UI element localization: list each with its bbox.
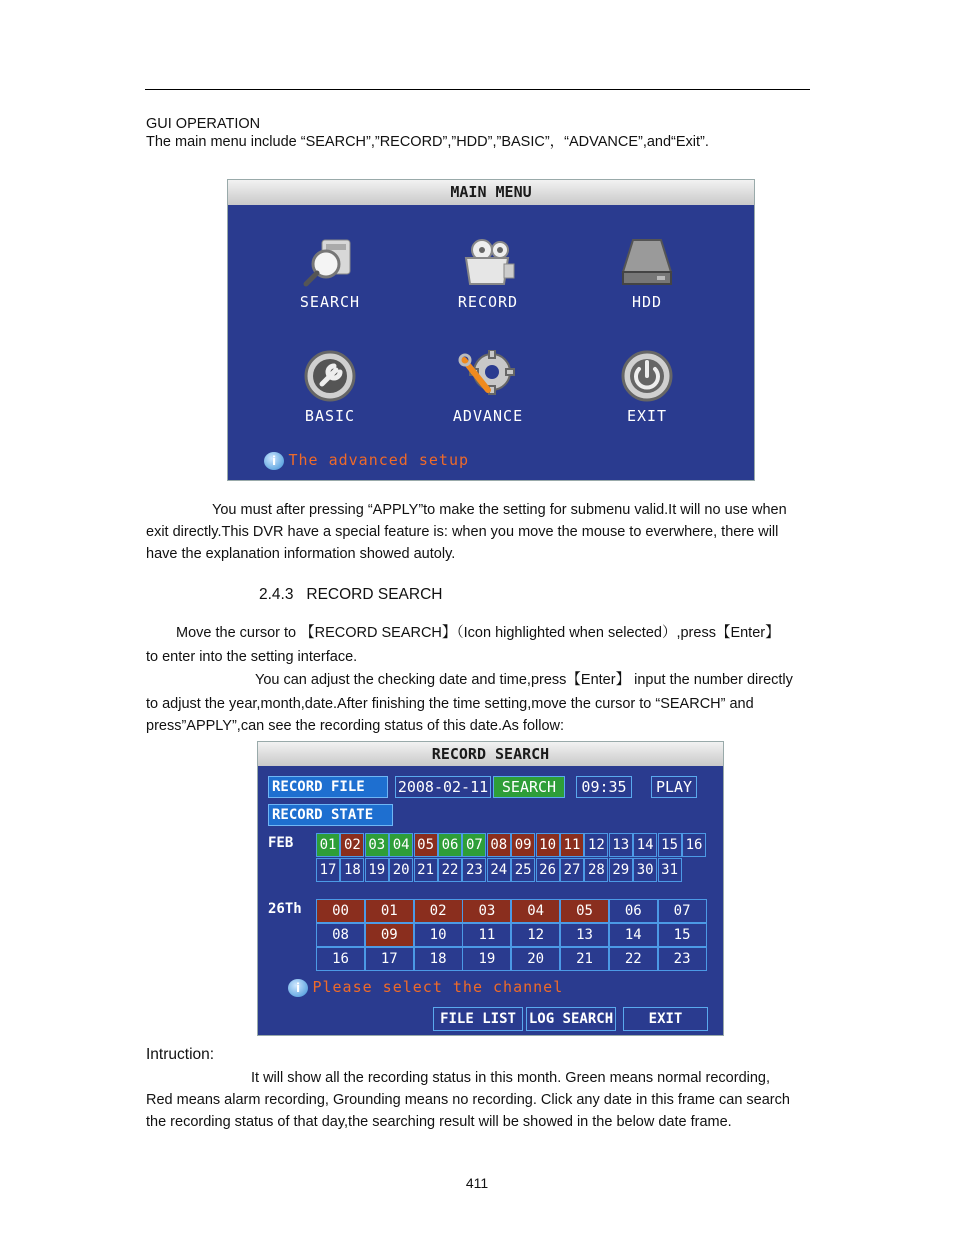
record-search-hint (288, 978, 563, 997)
info-icon: i (264, 452, 284, 470)
calendar-day-12[interactable]: 12 (584, 833, 608, 857)
instruction-line2: Red means alarm recording, Grounding means no recording. Click any date in this frame can search (146, 1092, 790, 1108)
hour-cell-18[interactable]: 18 (414, 947, 463, 971)
hour-cell-20[interactable]: 20 (511, 947, 560, 971)
calendar-day-01[interactable]: 01 (316, 833, 340, 857)
calendar-day-06[interactable]: 06 (438, 833, 462, 857)
hour-cell-06[interactable]: 06 (609, 899, 658, 923)
menu-label-hdd: HDD (631, 293, 663, 311)
menu-label-search: SEARCH (299, 293, 361, 311)
main-menu-title: MAIN MENU (228, 180, 754, 205)
calendar-day-03[interactable]: 03 (365, 833, 389, 857)
menu-item-hdd[interactable] (587, 236, 707, 312)
hour-cell-03[interactable]: 03 (462, 899, 511, 923)
instruction-heading: Intruction: (146, 1046, 215, 1063)
time-field[interactable]: 09:35 (576, 776, 632, 798)
calendar-day-21[interactable]: 21 (414, 858, 438, 882)
para2-line2: to enter into the setting interface. (146, 649, 358, 665)
menu-item-exit[interactable] (587, 350, 707, 426)
main-menu-hint-text: The advanced setup (288, 451, 470, 469)
calendar-day-18[interactable]: 18 (340, 858, 364, 882)
hour-cell-05[interactable]: 05 (560, 899, 609, 923)
hour-cell-16[interactable]: 16 (316, 947, 365, 971)
calendar-day-30[interactable]: 30 (633, 858, 657, 882)
para2-line1: Move the cursor to 【RECORD SEARCH】（Icon highlighted when selected）,press【Enter】 (176, 625, 780, 641)
hour-cell-23[interactable]: 23 (658, 947, 707, 971)
record-state-label: RECORD STATE (268, 804, 393, 826)
calendar-day-09[interactable]: 09 (511, 833, 535, 857)
calendar-day-05[interactable]: 05 (414, 833, 438, 857)
calendar-day-26[interactable]: 26 (536, 858, 560, 882)
calendar-day-04[interactable]: 04 (389, 833, 413, 857)
calendar-day-28[interactable]: 28 (584, 858, 608, 882)
hour-cell-17[interactable]: 17 (365, 947, 414, 971)
instruction-line1: It will show all the recording status in this month. Green means normal recording, (251, 1070, 771, 1086)
hour-cell-13[interactable]: 13 (560, 923, 609, 947)
calendar-day-22[interactable]: 22 (438, 858, 462, 882)
file-list-button[interactable]: FILE LIST (433, 1007, 523, 1031)
para1-line2: exit directly.This DVR have a special feature is: when you move the mouse to everwhere, there will (146, 524, 779, 540)
info-icon: i (288, 979, 308, 997)
para3-line3: press”APPLY”,can see the recording status of this date.As follow: (146, 718, 565, 734)
gui-operation-heading: GUI OPERATION (146, 116, 261, 132)
record-file-label: RECORD FILE (268, 776, 388, 798)
hour-cell-07[interactable]: 07 (658, 899, 707, 923)
para1-line3: have the explanation information showed autoly. (146, 546, 456, 562)
exit-button[interactable]: EXIT (623, 1007, 708, 1031)
calendar-day-19[interactable]: 19 (365, 858, 389, 882)
calendar-day-07[interactable]: 07 (462, 833, 486, 857)
menu-label-record: RECORD (457, 293, 519, 311)
month-label: FEB (268, 835, 294, 851)
search-button[interactable]: SEARCH (493, 776, 565, 798)
calendar-day-24[interactable]: 24 (487, 858, 511, 882)
hour-cell-08[interactable]: 08 (316, 923, 365, 947)
header-rule (145, 89, 810, 90)
main-menu-hint (264, 451, 469, 470)
record-search-hint-text: Please select the channel (312, 978, 564, 996)
hour-cell-02[interactable]: 02 (414, 899, 463, 923)
calendar-day-14[interactable]: 14 (633, 833, 657, 857)
calendar-day-13[interactable]: 13 (609, 833, 633, 857)
search-icon (300, 236, 360, 288)
exit-icon (617, 350, 677, 402)
hour-cell-00[interactable]: 00 (316, 899, 365, 923)
main-menu-screenshot (227, 179, 755, 481)
section-heading: 2.4.3 RECORD SEARCH (259, 586, 443, 603)
date-field[interactable]: 2008-02-11 (395, 776, 491, 798)
calendar-day-02[interactable]: 02 (340, 833, 364, 857)
hour-cell-09[interactable]: 09 (365, 923, 414, 947)
calendar-day-27[interactable]: 27 (560, 858, 584, 882)
menu-item-advance[interactable] (428, 350, 548, 426)
hour-cell-14[interactable]: 14 (609, 923, 658, 947)
calendar-day-25[interactable]: 25 (511, 858, 535, 882)
record-icon (458, 236, 518, 288)
play-button[interactable]: PLAY (651, 776, 697, 798)
menu-item-search[interactable] (270, 236, 390, 312)
instruction-line3: the recording status of that day,the searching result will be showed in the below date frame. (146, 1114, 732, 1130)
hour-cell-01[interactable]: 01 (365, 899, 414, 923)
intro-text: The main menu include “SEARCH”,”RECORD”,”HDD”,”BASIC”，“ADVANCE”,and“Exit”. (146, 134, 709, 150)
record-search-title: RECORD SEARCH (258, 742, 723, 766)
hour-cell-11[interactable]: 11 (462, 923, 511, 947)
calendar-day-29[interactable]: 29 (609, 858, 633, 882)
page-number: 411 (465, 1175, 489, 1191)
log-search-button[interactable]: LOG SEARCH (526, 1007, 616, 1031)
record-search-screenshot (257, 741, 724, 1036)
menu-item-basic[interactable] (270, 350, 390, 426)
calendar-day-10[interactable]: 10 (536, 833, 560, 857)
basic-icon (300, 350, 360, 402)
menu-label-advance: ADVANCE (452, 407, 524, 425)
calendar-day-31[interactable]: 31 (658, 858, 682, 882)
calendar-day-11[interactable]: 11 (560, 833, 584, 857)
hour-cell-21[interactable]: 21 (560, 947, 609, 971)
hour-cell-10[interactable]: 10 (414, 923, 463, 947)
advance-icon (458, 350, 518, 402)
hdd-icon (617, 236, 677, 288)
hour-cell-22[interactable]: 22 (609, 947, 658, 971)
menu-item-record[interactable] (428, 236, 548, 312)
hour-cell-12[interactable]: 12 (511, 923, 560, 947)
hour-cell-04[interactable]: 04 (511, 899, 560, 923)
hour-cell-15[interactable]: 15 (658, 923, 707, 947)
hour-cell-19[interactable]: 19 (462, 947, 511, 971)
calendar-day-23[interactable]: 23 (462, 858, 486, 882)
calendar-day-15[interactable]: 15 (658, 833, 682, 857)
calendar-day-16[interactable]: 16 (682, 833, 706, 857)
day-label: 26Th (268, 901, 302, 917)
menu-label-basic: BASIC (304, 407, 356, 425)
calendar-day-20[interactable]: 20 (389, 858, 413, 882)
para1-line1: You must after pressing “APPLY”to make the setting for submenu valid.It will no use when (212, 502, 787, 518)
para3-line2: to adjust the year,month,date.After finishing the time setting,move the cursor to “SEARCH” and (146, 696, 754, 712)
calendar-day-08[interactable]: 08 (487, 833, 511, 857)
menu-label-exit: EXIT (626, 407, 668, 425)
para3-line1: You can adjust the checking date and time,press【Enter】 input the number directly (255, 672, 793, 688)
calendar-day-17[interactable]: 17 (316, 858, 340, 882)
